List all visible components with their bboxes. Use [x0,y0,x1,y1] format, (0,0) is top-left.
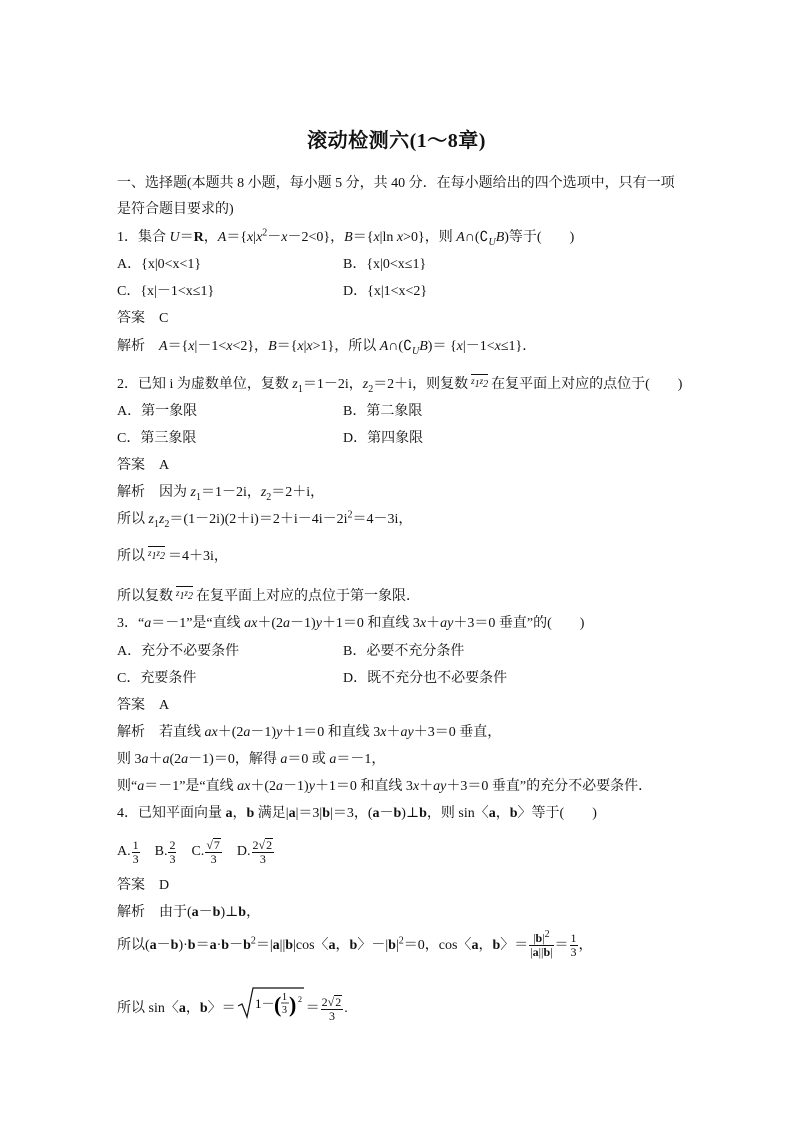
svg-text:1－: 1－ [254,996,275,1011]
q3-stem: 3．“a＝－1”是“直线 ax＋(2a－1)y＋1＝0 和直线 3x＋ay＋3＝0 垂直”的( ) [117,616,585,631]
q1-analysis: 解析 A＝{x|－1<x<2}，B＝{x|x>1}，所以 $A\cap(∁_UB)= \{x|-1<x\le 1\}$． [117,339,537,357]
sqrt-expression [236,986,306,1020]
q3-analysis-1: 解析 若直线 ax＋(2a－1)y＋1＝0 和直线 3x＋ay＋3＝0 垂直， [117,725,502,740]
q1-option-b: B．{x|0<x≤1} [343,257,427,272]
svg-text:): ) [288,992,296,1017]
q2-answer: 答案 A [117,458,170,473]
q1-answer: 答案 C [117,311,169,326]
q2-stem: 2．已知 i 为虚数单位，复数 $z_1=1-2i$，$z_2=2+i$，则复数 $z_1z_2$ 在复平面上对应的点位于( ) [117,376,683,395]
q3-option-b: B．必要不充分条件 [343,644,465,659]
q2-analysis-2: 所以 $z_1z_2=(1-2i)(2+i)=2+i-4i-2i^2=4-3i$， [117,509,413,530]
svg-text:2: 2 [297,995,302,1004]
q2-analysis-1: 解析 因为 $z_1=1-2i$，$z_2=2+i$， [117,485,325,503]
q2-option-a: A．第一象限 [117,404,198,419]
section-header-line-1: 一、选择题(本题共 8 小题，每小题 5 分，共 40 分．在每小题给出的四个选项中，只有一项 [117,176,675,191]
q3-option-a: A．充分不必要条件 [117,644,240,659]
section-header-line-2: 是符合题目要求的) [117,202,234,217]
q4-analysis-1: 解析 由于(a－b)⊥b， [117,905,261,920]
q4-stem: 4．已知平面向量 a，b 满足|a|＝3|b|＝3，(a－b)⊥b，则 sin〈a，b〉等于( ) [117,806,597,821]
q3-answer: 答案 A [117,698,170,713]
page-title: 滚动检测六(1～8章) [307,130,486,152]
q4-options: A. $\frac{1}{3}$ B. $\frac{2}{3}$ C. $\frac{√7}{3}$ D. $\frac{2√2}{3}$ [117,837,273,866]
q1-option-d: D．{x|1<x<2} [343,284,428,299]
svg-text:1: 1 [281,992,287,1003]
q2-option-d: D．第四象限 [343,431,424,446]
q3-analysis-3: 则“a＝－1”是“直线 ax＋(2a－1)y＋1＝0 和直线 3x＋ay＋3＝0 垂直”的充分不必要条件． [117,779,653,794]
q3-analysis-2: 则 3a＋a(2a－1)＝0，解得 a＝0 或 a＝－1， [117,752,386,767]
q4-analysis-3: 所以 sin〈a，b〉＝ 1－ ( 1 3 ) 2 ＝ $\frac{2√2}{3}$ . [117,986,348,1032]
q3-option-c: C．充要条件 [117,671,197,686]
q2-option-b: B．第二象限 [343,404,423,419]
q2-option-c: C．第三象限 [117,431,197,446]
q2-analysis-3: 所以 $z_1z_2 =4+3i$， [117,548,228,564]
q1-stem: 1．集合 U＝R，$A=\{x|x^2-x-2<0\}$，B＝{x|ln x>0}，则 $A\cap(∁_UB)$等于( ) [117,227,575,248]
svg-text:(: ( [273,992,281,1017]
q4-answer: 答案 D [117,878,170,893]
q1-option-c: C．{x|－1<x≤1} [117,284,215,299]
q1-option-a: A．{x|0<x<1} [117,257,202,272]
q2-analysis-4: 所以复数 $z_1z_2$ 在复平面上对应的点位于第一象限． [117,588,421,604]
q3-option-d: D．既不充分也不必要条件 [343,671,508,686]
q4-analysis-2: 所以$(a-b)\cdot b=a\cdot b-b^2=|a||b|\cos$〈a，b〉$-|b|^2=0$，cos〈a，b〉＝ $\frac{|b|^2}{|a||b|}$ ＝ $\frac{1}{3}$ ， [117,929,593,960]
svg-text:3: 3 [281,1005,287,1016]
